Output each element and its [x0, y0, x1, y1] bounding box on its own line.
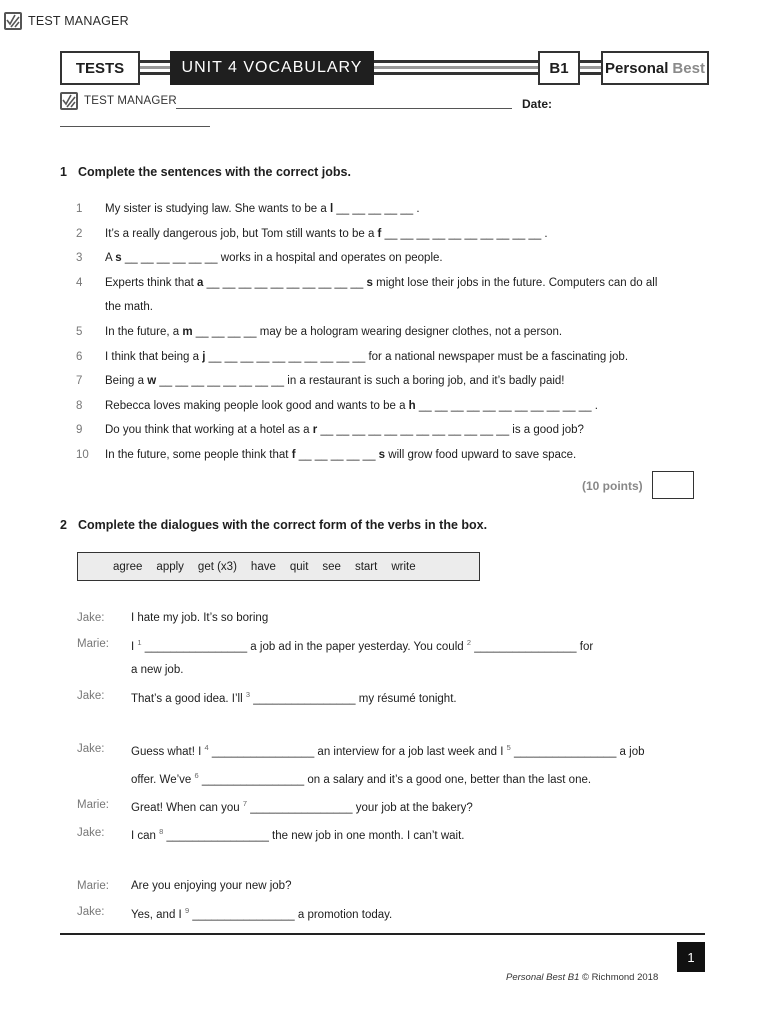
date-label: Date:: [522, 97, 553, 111]
test-manager-logo-icon: [4, 12, 22, 30]
brand: [4, 12, 129, 30]
speech: a new job.: [131, 664, 184, 676]
dialogue-line: [77, 690, 709, 716]
word-option: get (x3): [197, 560, 237, 573]
name-row-brand: [60, 92, 177, 110]
exercise-item: [76, 295, 708, 320]
answer-blank[interactable]: __ __ __ __ __ __ __ __ __ __ .: [381, 227, 548, 240]
points-label: (10 points): [582, 479, 643, 493]
footer-divider: [60, 933, 705, 935]
date-field[interactable]: [60, 126, 210, 127]
item-text: It’s a really dangerous job, but Tom still wants to be a f __ __ __ __ __ __ __ __ __ __ .: [105, 227, 548, 240]
gap-blank[interactable]: ________________: [201, 773, 305, 786]
answer-blank[interactable]: __ __ __ __ __ __ __ __: [156, 375, 285, 388]
speech: Are you enjoying your new job?: [131, 880, 292, 892]
exercise-item: [76, 394, 708, 419]
speech: Great! When can you $^7$ ________________ your job at the bakery?: [131, 799, 473, 814]
gap-blank[interactable]: ________________: [211, 745, 315, 758]
dialogue-line: [77, 827, 709, 855]
exercise-number: 1: [60, 165, 67, 179]
item-text: My sister is studying law. She wants to be a l __ __ __ __ __ .: [105, 203, 420, 215]
item-number: [76, 295, 105, 320]
exercise-item: [76, 443, 708, 468]
test-manager-logo-icon: [60, 92, 78, 110]
dialogue-line: [77, 906, 709, 932]
exercise-item: [76, 345, 708, 370]
exercise-item: [76, 197, 708, 222]
name-row-label: TEST MANAGER: [84, 95, 177, 107]
dialogue-line: [77, 771, 709, 799]
exercise-item: [76, 369, 708, 394]
word-option: quit: [289, 560, 309, 573]
speaker: Jake:: [77, 690, 105, 702]
item-text: In the future, some people think that f __ __ __ __ __ s will grow food upward to save space.: [105, 448, 577, 461]
series-name-b: Best: [672, 59, 705, 77]
gap-number: 5: [506, 743, 511, 752]
answer-blank[interactable]: __ __ __ __ __ __ __ __ __ __ __ .: [415, 399, 598, 412]
dialogue-line: [77, 612, 709, 638]
word-option: have: [250, 560, 276, 573]
dialogue-2: [77, 743, 709, 855]
answer-blank[interactable]: __ __ __ __ __ __ __ __ __ __ __ __: [317, 424, 510, 437]
speaker: Marie:: [77, 880, 109, 892]
exercise-item: [76, 246, 708, 271]
item-number: 2: [76, 227, 83, 240]
speech: I $^1$ ________________ a job ad in the paper yesterday. You could $^2$ ________________ for: [131, 638, 594, 653]
exercise-1-list: [76, 197, 708, 468]
gap-number: 9: [184, 906, 190, 915]
gap-blank[interactable]: ________________: [144, 640, 248, 653]
item-number: 1: [76, 203, 83, 215]
gap-number: 1: [137, 638, 142, 647]
exercise-instruction: Complete the sentences with the correct jobs.: [78, 165, 351, 179]
item-number: 10: [76, 448, 89, 461]
answer-blank[interactable]: __ __ __ __ __ __ __ __ __ __: [203, 276, 367, 289]
exercise-instruction: Complete the dialogues with the correct form of the verbs in the box.: [78, 518, 488, 532]
word-box: [77, 552, 480, 581]
word-option: start: [354, 560, 378, 573]
exercise-number: 2: [60, 518, 67, 532]
gap-blank[interactable]: ________________: [192, 908, 295, 921]
item-number: 7: [76, 375, 83, 388]
level-badge: B1: [538, 51, 580, 85]
dialogue-line: [77, 638, 709, 664]
dialogue-1: [77, 612, 709, 716]
dialogue-3: [77, 880, 709, 932]
item-text: I think that being a j __ __ __ __ __ __ __ __ __ __ for a national newspaper must be a fascinating job.: [105, 350, 629, 363]
speech: Guess what! I $^4$ ________________ an interview for a job last week and I $^5$ ________________ a job: [131, 743, 645, 758]
word-option: see: [322, 560, 341, 573]
speech: offer. We’ve $^6$ ________________ on a salary and it’s a good one, better than the last one.: [131, 771, 592, 786]
dialogue-line: [77, 664, 709, 690]
speech: I hate my job. It’s so boring: [131, 612, 269, 624]
gap-blank[interactable]: ________________: [250, 801, 353, 814]
answer-blank[interactable]: __ __ __ __ __ .: [333, 203, 420, 215]
item-number: 3: [76, 252, 83, 265]
answer-blank[interactable]: __ __ __ __: [192, 325, 257, 338]
dialogue-line: [77, 799, 709, 827]
item-text: the math.: [105, 301, 153, 314]
gap-number: 6: [194, 771, 199, 780]
item-text: Being a w __ __ __ __ __ __ __ __ in a restaurant is such a boring job, and it’s badly paid!: [105, 375, 565, 388]
exercise-1-heading: [60, 165, 351, 179]
gap-number: 2: [466, 638, 472, 647]
exercise-item: [76, 271, 708, 296]
word-option: agree: [113, 560, 143, 573]
item-number: 4: [76, 276, 83, 289]
word-option: apply: [156, 560, 184, 573]
dialogue-line: [77, 743, 709, 771]
exercise-2-heading: [60, 518, 487, 532]
item-number: 9: [76, 424, 83, 437]
gap-blank[interactable]: ________________: [514, 745, 617, 758]
series-logo: [601, 51, 709, 85]
item-number: 6: [76, 350, 83, 363]
exercise-item: [76, 418, 708, 443]
answer-blank[interactable]: __ __ __ __ __ __ __ __ __ __: [205, 350, 366, 363]
unit-title: UNIT 4 VOCABULARY: [170, 51, 374, 85]
answer-blank[interactable]: __ __ __ __ __ __: [121, 252, 218, 265]
speaker: Marie:: [77, 799, 109, 811]
item-text: A s __ __ __ __ __ __ works in a hospital and operates on people.: [105, 252, 443, 265]
dialogue-line: [77, 880, 709, 906]
item-text: Do you think that working at a hotel as a r __ __ __ __ __ __ __ __ __ __ __ __ is a good job?: [105, 424, 584, 437]
speech: I can $^8$ ________________ the new job in one month. I can’t wait.: [131, 827, 465, 842]
exercise-item: [76, 222, 708, 247]
speech: That’s a good idea. I’ll $^3$ ________________ my résumé tonight.: [131, 690, 457, 705]
item-number: 8: [76, 399, 83, 412]
name-field[interactable]: [176, 108, 512, 109]
copyright: Personal Best B1 © Richmond 2018: [506, 972, 659, 983]
gap-number: 3: [245, 690, 251, 699]
answer-blank[interactable]: __ __ __ __ __: [295, 448, 379, 461]
speech: Yes, and I $^9$ ________________ a promotion today.: [131, 906, 393, 921]
item-text: Experts think that a __ __ __ __ __ __ __ __ __ __ s might lose their jobs in the future. Computers can do all: [105, 276, 658, 289]
item-number: 5: [76, 325, 83, 338]
word-option: write: [391, 560, 416, 573]
page-number: 1: [677, 942, 705, 972]
speaker: Jake:: [77, 906, 105, 918]
gap-blank[interactable]: ________________: [253, 692, 356, 705]
gap-number: 4: [204, 743, 209, 752]
speaker: Marie:: [77, 638, 109, 650]
series-name-a: Personal: [605, 59, 669, 77]
gap-number: 7: [242, 799, 248, 808]
speaker: Jake:: [77, 743, 105, 755]
tests-label: TESTS: [60, 51, 140, 85]
gap-blank[interactable]: ________________: [474, 640, 577, 653]
speaker: Jake:: [77, 612, 105, 624]
gap-number: 8: [159, 827, 164, 836]
brand-label: TEST MANAGER: [28, 14, 129, 28]
exercise-item: [76, 320, 708, 345]
item-text: In the future, a m __ __ __ __ may be a hologram wearing designer clothes, not a person.: [105, 325, 563, 338]
header-band: [60, 51, 710, 87]
gap-blank[interactable]: ________________: [166, 829, 269, 842]
item-text: Rebecca loves making people look good and wants to be a h __ __ __ __ __ __ __ __ __ __ __ .: [105, 399, 598, 412]
speaker: Jake:: [77, 827, 105, 839]
score-box[interactable]: [652, 471, 694, 499]
